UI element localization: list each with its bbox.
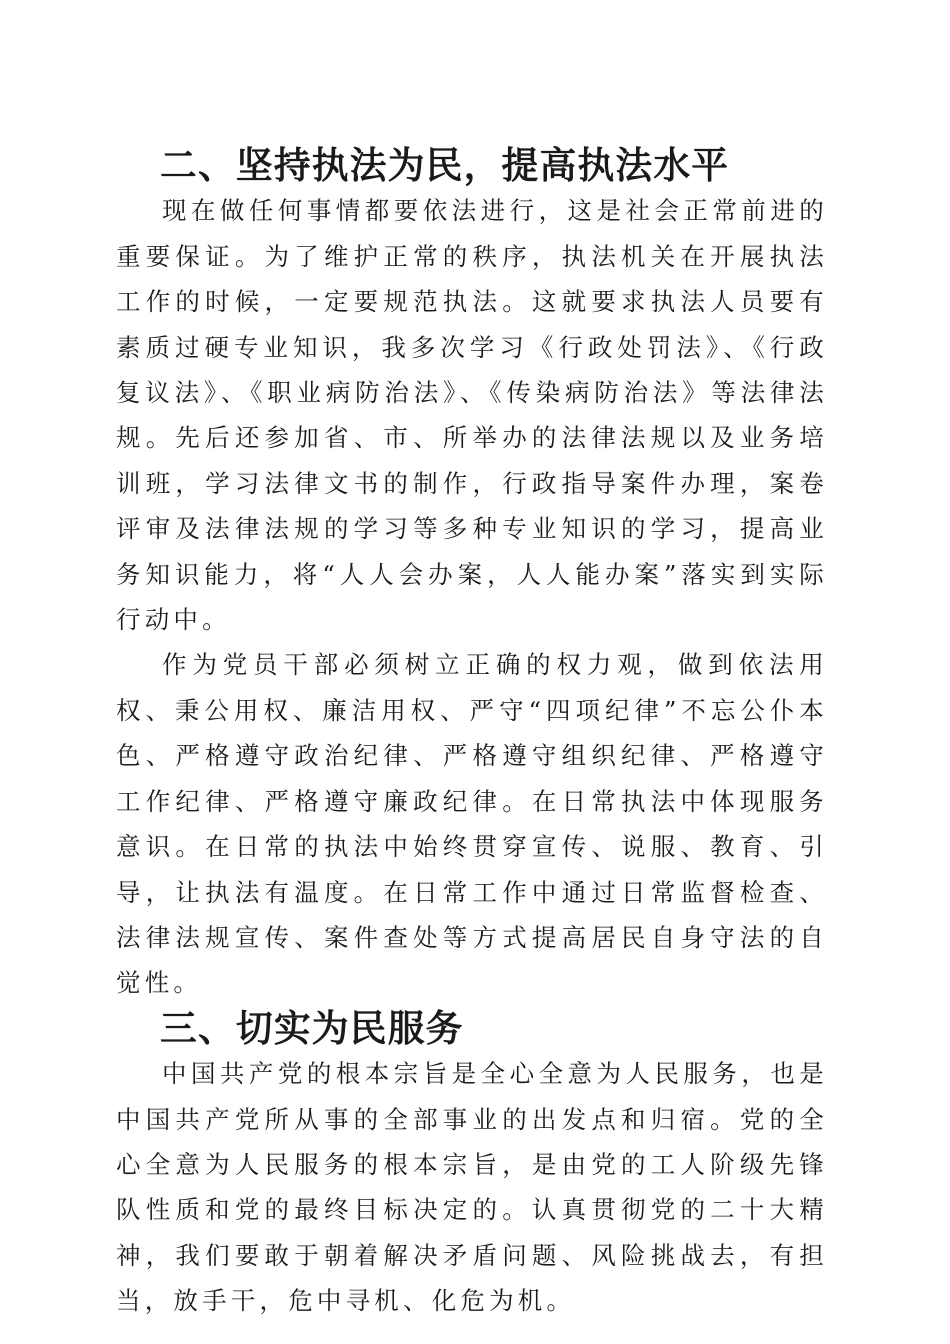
paragraph-power-discipline: 作为党员干部必须树立正确的权力观，做到依法用权、秉公用权、廉洁用权、严守“四项纪律”不忘公仆本色、严格遵守政治纪律、严格遵守组织纪律、严格遵守工作纪律、严格遵守廉政纪律。在日常执法中体现服务意识。在日常的执法中始终贯穿宣传、说服、教育、引导，让执法有温度。在日常工作中通过日常监督检查、法律法规宣传、案件查处等方式提高居民自身守法的自觉性。 xyxy=(116,650,828,998)
section-heading-serve-people: 三、切实为民服务 xyxy=(160,1006,464,1050)
document-body xyxy=(116,143,828,1324)
paragraph-legal-study: 现在做任何事情都要依法进行，这是社会正常前进的重要保证。为了维护正常的秩序，执法机关在开展执法工作的时候，一定要规范执法。这就要求执法人员要有素质过硬专业知识，我多次学习《行政处罚法》、《行政复议法》、《职业病防治法》、《传染病防治法》等法律法规。先后还参加省、市、所举办的法律法规以及业务培训班，学习法律文书的制作，行政指导案件办理，案卷评审及法律法规的学习等多种专业知识的学习，提高业务知识能力，将“人人会办案，人人能办案”落实到实际行动中。 xyxy=(116,196,828,635)
section-heading-law-enforcement: 二、坚持执法为民，提高执法水平 xyxy=(160,144,730,187)
paragraph-party-purpose: 中国共产党的根本宗旨是全心全意为人民服务，也是中国共产党所从事的全部事业的出发点和归宿。党的全心全意为人民服务的根本宗旨，是由党的工人阶级先锋队性质和党的最终目标决定的。认真贯彻党的二十大精神，我们要敢于朝着解决矛盾问题、风险挑战去，有担当，放手干，危中寻机、化危为机。 xyxy=(116,1059,828,1316)
